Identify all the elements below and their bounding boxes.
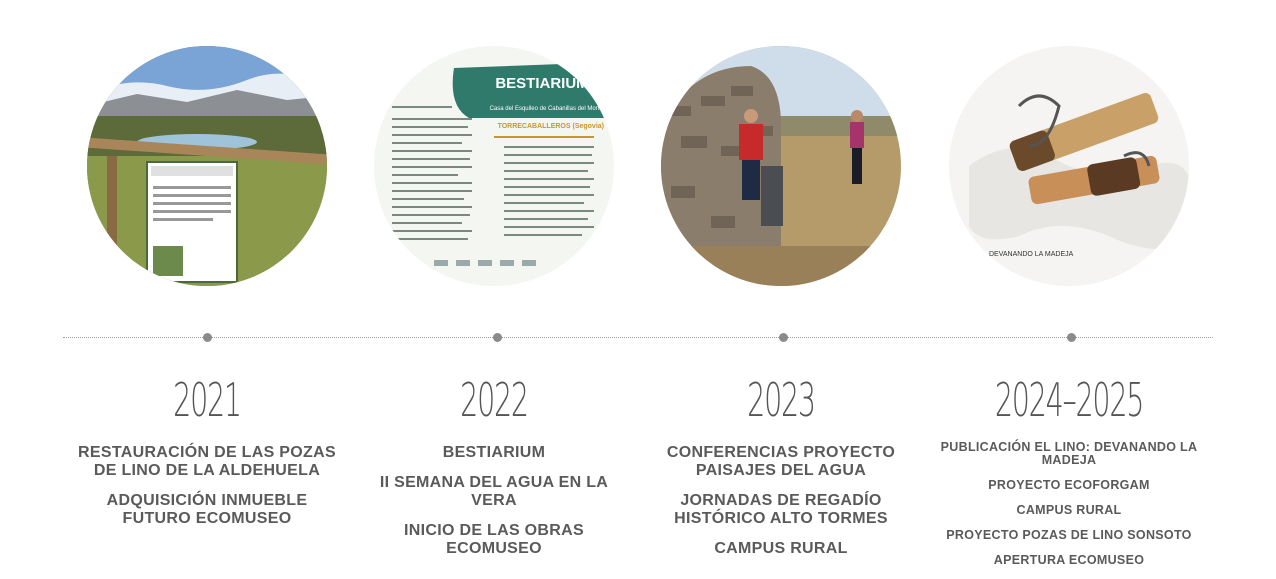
timeline-item: APERTURA ECOMUSEO [993, 553, 1145, 567]
poster-title: BESTIARIUM [495, 75, 589, 92]
timeline-item: JORNADAS DE REGADÍO HISTÓRICO ALTO TORMES [674, 492, 888, 527]
year-label: 2023 [747, 373, 815, 427]
year-label: 2024–2025 [994, 373, 1144, 427]
year-items [77, 444, 337, 540]
timeline-item: PUBLICACIÓN EL LINO: DEVANANDO LA MADEJA [940, 440, 1198, 467]
timeline-dot-2022 [493, 333, 502, 342]
flax-bundle-illustration [949, 46, 1189, 286]
timeline-item: BESTIARIUM [442, 444, 546, 461]
timeline-dot-2023 [779, 333, 788, 342]
timeline-item: INICIO DE LAS OBRAS ECOMUSEO [404, 522, 584, 557]
illustration-caption: DEVANANDO LA MADEJA [989, 251, 1074, 258]
timeline-dot-2021 [203, 333, 212, 342]
timeline-item: II SEMANA DEL AGUA EN LA VERA [379, 474, 609, 509]
year-label: 2021 [173, 373, 241, 427]
timeline-item: RESTAURACIÓN DE LAS POZAS DE LINO DE LA ALDEHUELA [78, 444, 336, 479]
bestiarium-poster [374, 46, 614, 286]
poster-subtitle: Casa del Esquileo de Cabanillas del Monte [489, 106, 604, 112]
stone-hut-field-photo [661, 46, 901, 286]
timeline-item: CAMPUS RURAL [714, 540, 848, 557]
poster-place: TORRECABALLEROS (Segovia) [497, 123, 604, 130]
timeline-line [63, 337, 1213, 338]
timeline-dot-2024-2025 [1067, 333, 1076, 342]
timeline-item: CAMPUS RURAL [1016, 503, 1122, 517]
year-label: 2022 [460, 373, 528, 427]
year-items [939, 441, 1199, 579]
timeline-item: CONFERENCIAS PROYECTO PAISAJES DEL AGUA [666, 444, 896, 479]
timeline-item: ADQUISICIÓN INMUEBLE FUTURO ECOMUSEO [106, 492, 308, 527]
year-items [651, 444, 911, 570]
timeline-item: PROYECTO ECOFORGAM [988, 478, 1150, 492]
year-items [364, 444, 624, 570]
timeline-item: PROYECTO POZAS DE LINO SONSOTO [946, 528, 1192, 542]
restored-flax-ponds-photo [87, 46, 327, 286]
